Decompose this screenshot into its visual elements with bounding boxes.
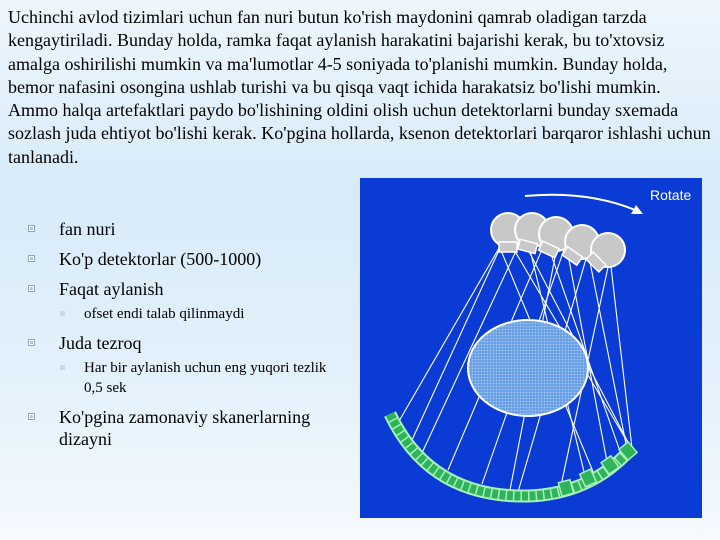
- bullet-text: Ko'pgina zamonaviy skanerlarning dizayni: [59, 407, 311, 449]
- sub-list-container: [24, 358, 344, 398]
- rotate-arrow-icon: [525, 195, 640, 212]
- intro-paragraph: Uchinchi avlod tizimlari uchun fan nuri butun ko'rish maydonini qamrab oladigan tarzda kengaytiriladi. Bunday holda, ramka faqat aylanish harakatini bajarishi kerak, bu to'xtovsiz amalga oshirilishi mumkin va ma'lumotlar 4-5 soniyada to'planishi mumkin. Bunday holda, bemor nafasini osongina ushlab turishi va bu qisqa vaqt ichida harakatsiz bo'lishi mumkin. Ammo halqa artefaktlari paydo bo'lishining oldini olish uchun detektorlarni bunday sxemada sozlash juda ehtiyot bo'lishi kerak. Ko'pgina hollarda, ksenon detektorlari barqaror ishlashi uchun tanlanadi.: [8, 7, 711, 167]
- bullet-marker-icon: [28, 285, 35, 292]
- sub-bullet-list: [24, 304, 344, 324]
- bullet-text: Faqat aylanish: [59, 279, 164, 299]
- bullet-marker-icon: [28, 339, 35, 346]
- sub-bullet-marker-icon: [60, 365, 65, 370]
- bullet-item-modern-design: [24, 406, 344, 450]
- sub-bullet-item-offset: [24, 304, 344, 324]
- detector-block: [558, 480, 573, 497]
- xray-tube-positions: [491, 213, 625, 272]
- bullet-list: [24, 218, 344, 458]
- bullet-text: fan nuri: [59, 219, 116, 239]
- bullet-item-detectors: [24, 248, 344, 270]
- sub-bullet-marker-icon: [60, 311, 65, 316]
- bullet-item-rotation-only: [24, 278, 344, 300]
- bullet-marker-icon: [28, 413, 35, 420]
- sub-bullet-list: [24, 358, 344, 398]
- patient-object: [468, 320, 588, 416]
- ct-diagram-svg: [360, 178, 702, 518]
- bullet-marker-icon: [28, 225, 35, 232]
- rotate-label: Rotate: [650, 187, 692, 203]
- sub-list-container: [24, 304, 344, 324]
- sub-bullet-item-speed: [24, 358, 344, 398]
- bullet-text: Ko'p detektorlar (500-1000): [59, 249, 262, 269]
- sub-bullet-text: Har bir aylanish uchun eng yuqori tezlik 0,5 sek: [84, 360, 327, 396]
- bullet-item-much-faster: [24, 332, 344, 354]
- ct-scanner-diagram: [360, 178, 702, 518]
- bullet-marker-icon: [28, 255, 35, 262]
- sub-bullet-text: ofset endi talab qilinmaydi: [84, 306, 245, 322]
- bullet-item-fan-beam: [24, 218, 344, 240]
- bullet-text: Juda tezroq: [59, 333, 142, 353]
